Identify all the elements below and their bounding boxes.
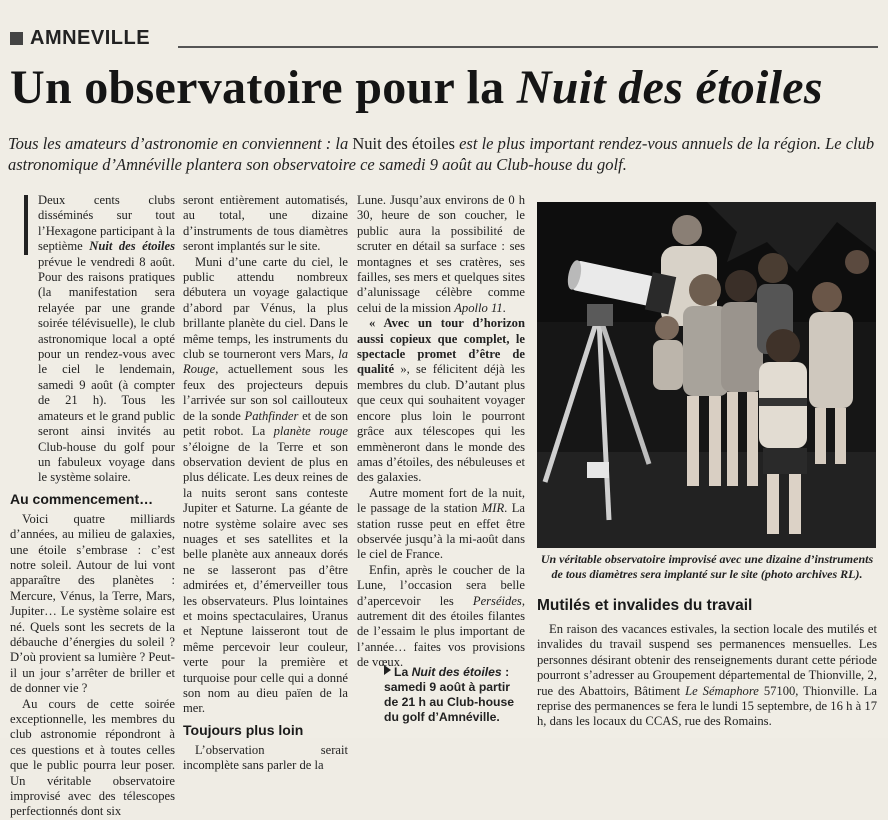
col3-p4-a: Enfin, après le coucher de la Lune, l’occasion sera belle d’apercevoir les bbox=[357, 562, 525, 608]
col3-p1-b: . bbox=[502, 300, 506, 315]
col2-p2-italic3: planète rouge bbox=[273, 424, 348, 439]
col2-p2-a: Muni d’une carte du ciel, le public attendu nombreux débutera un voyage galactique d’abord par Vénus, la plus brillante planète du ciel. Dans le même temps, les instruments du club se tourneront vers Mars, bbox=[183, 254, 348, 362]
col2-p2-b: , actuellement sous les feux des projecteurs depuis l’arrivée sur son sol caillouteux de la sonde bbox=[183, 362, 348, 423]
sidebar-text-a: En raison des vacances estivales, la section locale des mutilés et invalides du travail suspend ses permanences mensuelles. Les personnes désirant obtenir des renseignements durant cette période pourront s’adresser au Groupement départemental de Thionville, 2, rue des Abattoirs, Bâtiment bbox=[537, 622, 877, 698]
info-a: La bbox=[394, 665, 412, 679]
lead-drop-bar bbox=[24, 195, 28, 255]
col2-p1: seront entièrement automatisés, au total, une dizaine d’instruments de tous diamètres seront implantés sur le site. bbox=[183, 193, 348, 254]
headline-part2: Nuit des étoiles bbox=[516, 61, 823, 114]
col2-p2-italic1: la Rouge bbox=[183, 347, 348, 377]
photo-caption: Un véritable observatoire improvisé avec une dizaine d’instruments de tous diamètres sera implanté sur le site (photo archives RL). bbox=[540, 552, 874, 581]
col1-lead-a: Deux cents clubs disséminés sur tout l’Hexagone participant à la septième bbox=[38, 193, 175, 254]
col1-p2: Voici quatre milliards d’années, au milieu de galaxies, une étoile s’embrase : c’est notre soleil. Autour de lui vont apparaître des planètes : Mercure, Vénus, la Terre, Mars, Jupiter… Le système solaire est né. Quels sont les secrets de la débauche d’énergies du soleil ? D’où provient sa lumière ? Peut-il un jour s’arrêter de briller et de donner vie ? bbox=[10, 511, 175, 696]
chapo-part3: est le plus important rendez-vous annuels de la région. Le club astronomique d’Amnéville plantera son observatoire ce samedi 9 août au Club-house du golf. bbox=[8, 134, 875, 174]
col2-p2-d: s’éloigne de la Terre et son observation devient de plus en plus délicate. Les deux reines de la nuits seront sans conteste Jupiter et Saturne. La géante de notre système solaire avec ses nuages et ses satellites et la belle planète aux anneaux dorés ne se lasseront pas d’être admirées et, d’émerveiller tous les observateurs. Plus lointaines et moins spectaculaires, Uranus et Neptune laisseront tout de même percevoir leur couleur, verte pour la première et turquoise pour celle qui a donné son nom au dieu païen de la mer. bbox=[183, 439, 348, 716]
headline bbox=[10, 60, 880, 116]
col3-p1-a: Lune. Jusqu’aux environs de 0 h 30, heure de son coucher, le public aura la possibilité de scruter en détail sa surface : ses montagnes et ses cratères, ses failles, ses mers et quelques sites d’alunissage célèbre comme celui de la mission bbox=[357, 193, 525, 315]
col3-p4 bbox=[357, 563, 525, 671]
info-box bbox=[384, 665, 520, 725]
col1-heading: Au commencement… bbox=[10, 490, 154, 507]
col2-p2-italic2: Pathfinder bbox=[244, 408, 299, 423]
col1-lead-italic: Nuit des étoiles bbox=[89, 239, 175, 254]
info-italic: Nuit des étoiles bbox=[411, 665, 502, 679]
col3-p2-bold: « Avec un tour d’horizon aussi copieux que complet, le spectacle promet d’être de qualité bbox=[357, 316, 525, 377]
col2-heading: Toujours plus loin bbox=[183, 721, 304, 738]
section-square-icon bbox=[10, 32, 23, 45]
col3-p3-italic: MIR bbox=[481, 501, 505, 516]
col3-p3-b: . La station russe peut en effet être observée jusqu’à la mi-août dans le ciel de France. bbox=[357, 501, 525, 562]
col1-lead bbox=[10, 193, 175, 486]
column-3 bbox=[357, 193, 525, 671]
info-b: : samedi 9 août à partir de 21 h au Club-house du golf d’Amnéville. bbox=[384, 665, 515, 724]
col3-p3-a: Autre moment fort de la nuit, le passage de la station bbox=[357, 485, 525, 516]
col3-p2-c: », se félicitent déjà les membres du club. D’autant plus que ceux qui souhaitent voyager encore plus loin le pourront grâce aux télescopes qui les emmèneront dans le monde des amas d’étoiles, des nébuleuses et des galaxies. bbox=[357, 362, 525, 485]
col1-p3: Au cours de cette soirée exceptionnelle, les membres du club astronomie répondront à ces questions et à toutes celles que le public pourra leur poser. Un véritable observatoire improvisé avec des télescopes perfectionnés dont six bbox=[10, 696, 175, 819]
section-rule bbox=[178, 46, 878, 48]
sidebar-text-b: 57100, Thionville. La reprise des permanences se fera le lundi 15 septembre, de 16 h à 17 h, dans les locaux du CCAS, rue des Romains. bbox=[537, 683, 878, 729]
col2-p3: L’observation serait incomplète sans parler de la bbox=[183, 742, 348, 773]
photo-illustration bbox=[537, 202, 876, 548]
col2-p2 bbox=[183, 255, 348, 717]
telescope-photo bbox=[537, 202, 876, 548]
column-1 bbox=[10, 193, 175, 820]
col3-p1-italic: Apollo 11 bbox=[454, 300, 503, 315]
chapo-part2: Nuit des étoiles bbox=[352, 134, 455, 153]
sidebar-text bbox=[537, 622, 877, 730]
sidebar-text-italic: Le Sémaphore bbox=[685, 683, 759, 698]
col3-p4-italic: Perséides bbox=[472, 593, 522, 608]
headline-part1: Un observatoire pour la bbox=[10, 61, 517, 114]
col3-p2 bbox=[357, 316, 525, 485]
section-header bbox=[8, 26, 878, 50]
col3-p4-b: , autrement dit des étoiles filantes de l’essaim le plus important de l’année… faites vos provisions de vœux. bbox=[357, 593, 525, 670]
triangle-bullet-icon bbox=[384, 665, 391, 675]
col2-p2-c: et de son petit robot. La bbox=[183, 408, 348, 439]
chapo-part1: Tous les amateurs d’astronomie en conviennent : la bbox=[8, 134, 353, 153]
sidebar-paragraph bbox=[537, 622, 877, 730]
col1-lead-b: prévue le vendredi 8 août. Pour des raisons pratiques (la manifestation sera relayée par une grande soirée télévisuelle), le club astronomique local a opté pour un rendez-vous avec le ciel le lendemain, samedi 9 août (à compter de 21 h). Tous les amateurs et le grand public seront ainsi invités au Club-house du golf pour un fabuleux voyage dans le système solaire. bbox=[38, 254, 175, 485]
sidebar-heading: Mutilés et invalides du travail bbox=[537, 597, 753, 614]
col3-p1 bbox=[357, 193, 525, 316]
section-label: AMNEVILLE bbox=[30, 27, 151, 49]
column-2 bbox=[183, 193, 348, 774]
lead-paragraph bbox=[10, 193, 175, 486]
chapo bbox=[8, 133, 876, 175]
col3-p3 bbox=[357, 486, 525, 563]
